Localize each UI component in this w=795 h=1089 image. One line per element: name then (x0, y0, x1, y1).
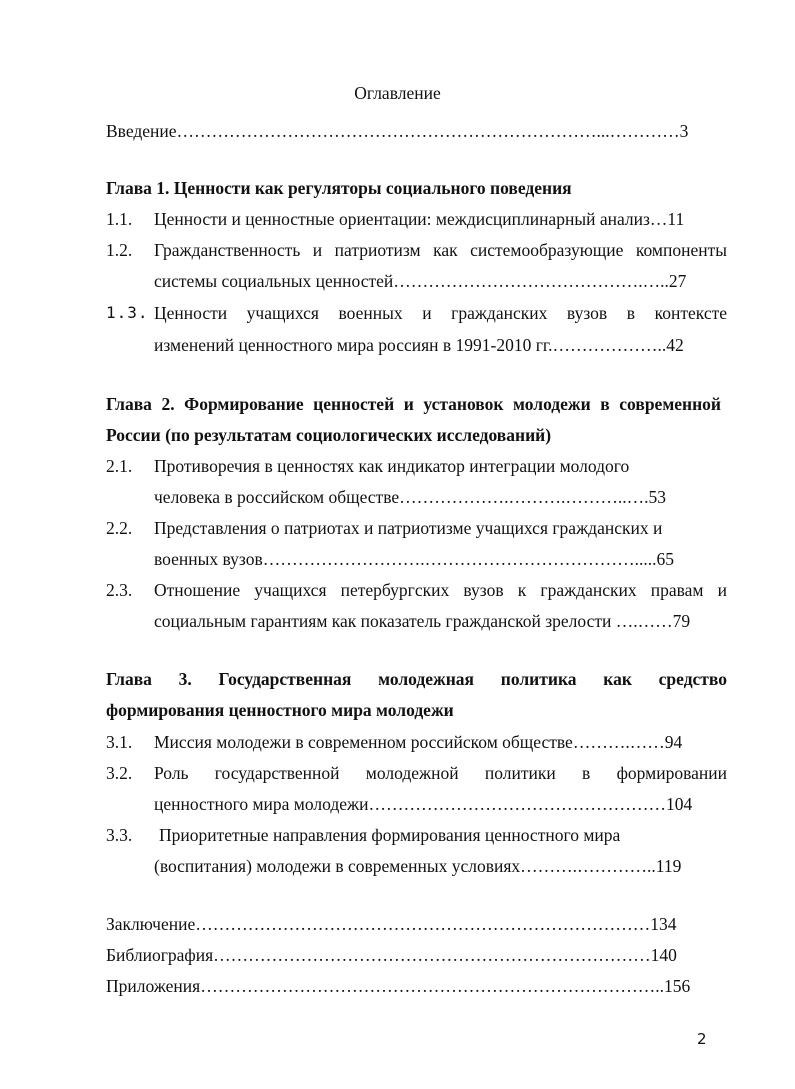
toc-entry-3-2-line1: Роль государственной молодежной политики в формировании (154, 763, 727, 783)
chapter-2-heading-line1: Глава 2. Формирование ценностей и установок молодежи в современной (106, 394, 721, 414)
toc-entry-2-2-line2: военных вузов……………………….……………………………….....65 (154, 549, 674, 569)
section-number: 2.2. (106, 518, 133, 538)
section-number: 3.3. (106, 825, 133, 845)
toc-entry-2-1-line1: Противоречия в ценностях как индикатор интеграции молодого (154, 456, 630, 476)
chapter-2-heading-line2: России (по результатам социологических исследований) (106, 425, 552, 445)
section-number: 3.2. (106, 763, 133, 783)
section-number: 2.1. (106, 456, 133, 476)
toc-entry-1-3-line1: Ценности учащихся военных и гражданских вузов в контексте (154, 303, 727, 323)
toc-entry-2-1-line2: человека в российском обществе……………….……….………..….53 (154, 487, 666, 507)
page-title: Оглавление (354, 83, 441, 103)
toc-entry-1-2-line1: Гражданственность и патриотизм как системообразующие компоненты (154, 240, 727, 260)
toc-entry-2-3-line1: Отношение учащихся петербургских вузов к гражданских правам и (154, 580, 727, 600)
toc-entry-1-1: Ценности и ценностные ориентации: междисциплинарный анализ…11 (154, 209, 685, 229)
toc-entry-3-3-line1: Приоритетные направления формирования ценностного мира (159, 825, 621, 845)
section-number: 1.1. (106, 209, 133, 229)
toc-entry-appendices: Приложения……………………………………………………………………..156 (106, 976, 691, 996)
toc-entry-3-1: Миссия молодежи в современном российском обществе……….……94 (154, 732, 683, 752)
toc-entry-introduction: Введение………………………………………………………………...…………3 (106, 121, 689, 141)
chapter-1-heading: Глава 1. Ценности как регуляторы социального поведения (106, 178, 572, 198)
chapter-3-heading-line2: формирования ценностного мира молодежи (106, 700, 454, 720)
section-number: 3.1. (106, 732, 133, 752)
chapter-3-heading-line1: Глава 3. Государственная молодежная политика как средство (106, 669, 727, 689)
toc-entry-bibliography: Библиография…………………………………………………………………140 (106, 945, 677, 965)
toc-entry-2-2-line1: Представления о патриотах и патриотизме учащихся гражданских и (154, 518, 663, 538)
toc-entry-3-2-line2: ценностного мира молодежи……………………………………………104 (154, 794, 693, 814)
section-number: 1.2. (106, 240, 133, 260)
section-number: 1.3. (106, 303, 149, 322)
toc-entry-1-2-line2: системы социальных ценностей…………………………………….…..27 (154, 271, 687, 291)
toc-entry-1-3-line2: изменений ценностного мира россиян в 1991-2010 гг.………………..42 (154, 335, 684, 355)
toc-entry-2-3-line2: социальным гарантиям как показатель гражданской зрелости ….……79 (154, 611, 691, 631)
page-number: 2 (697, 1030, 707, 1048)
toc-entry-conclusion: Заключение……………………………………………………………………134 (106, 914, 677, 934)
toc-entry-3-3-line2: (воспитания) молодежи в современных условиях……….…………..119 (154, 856, 682, 876)
section-number: 2.3. (106, 580, 133, 600)
